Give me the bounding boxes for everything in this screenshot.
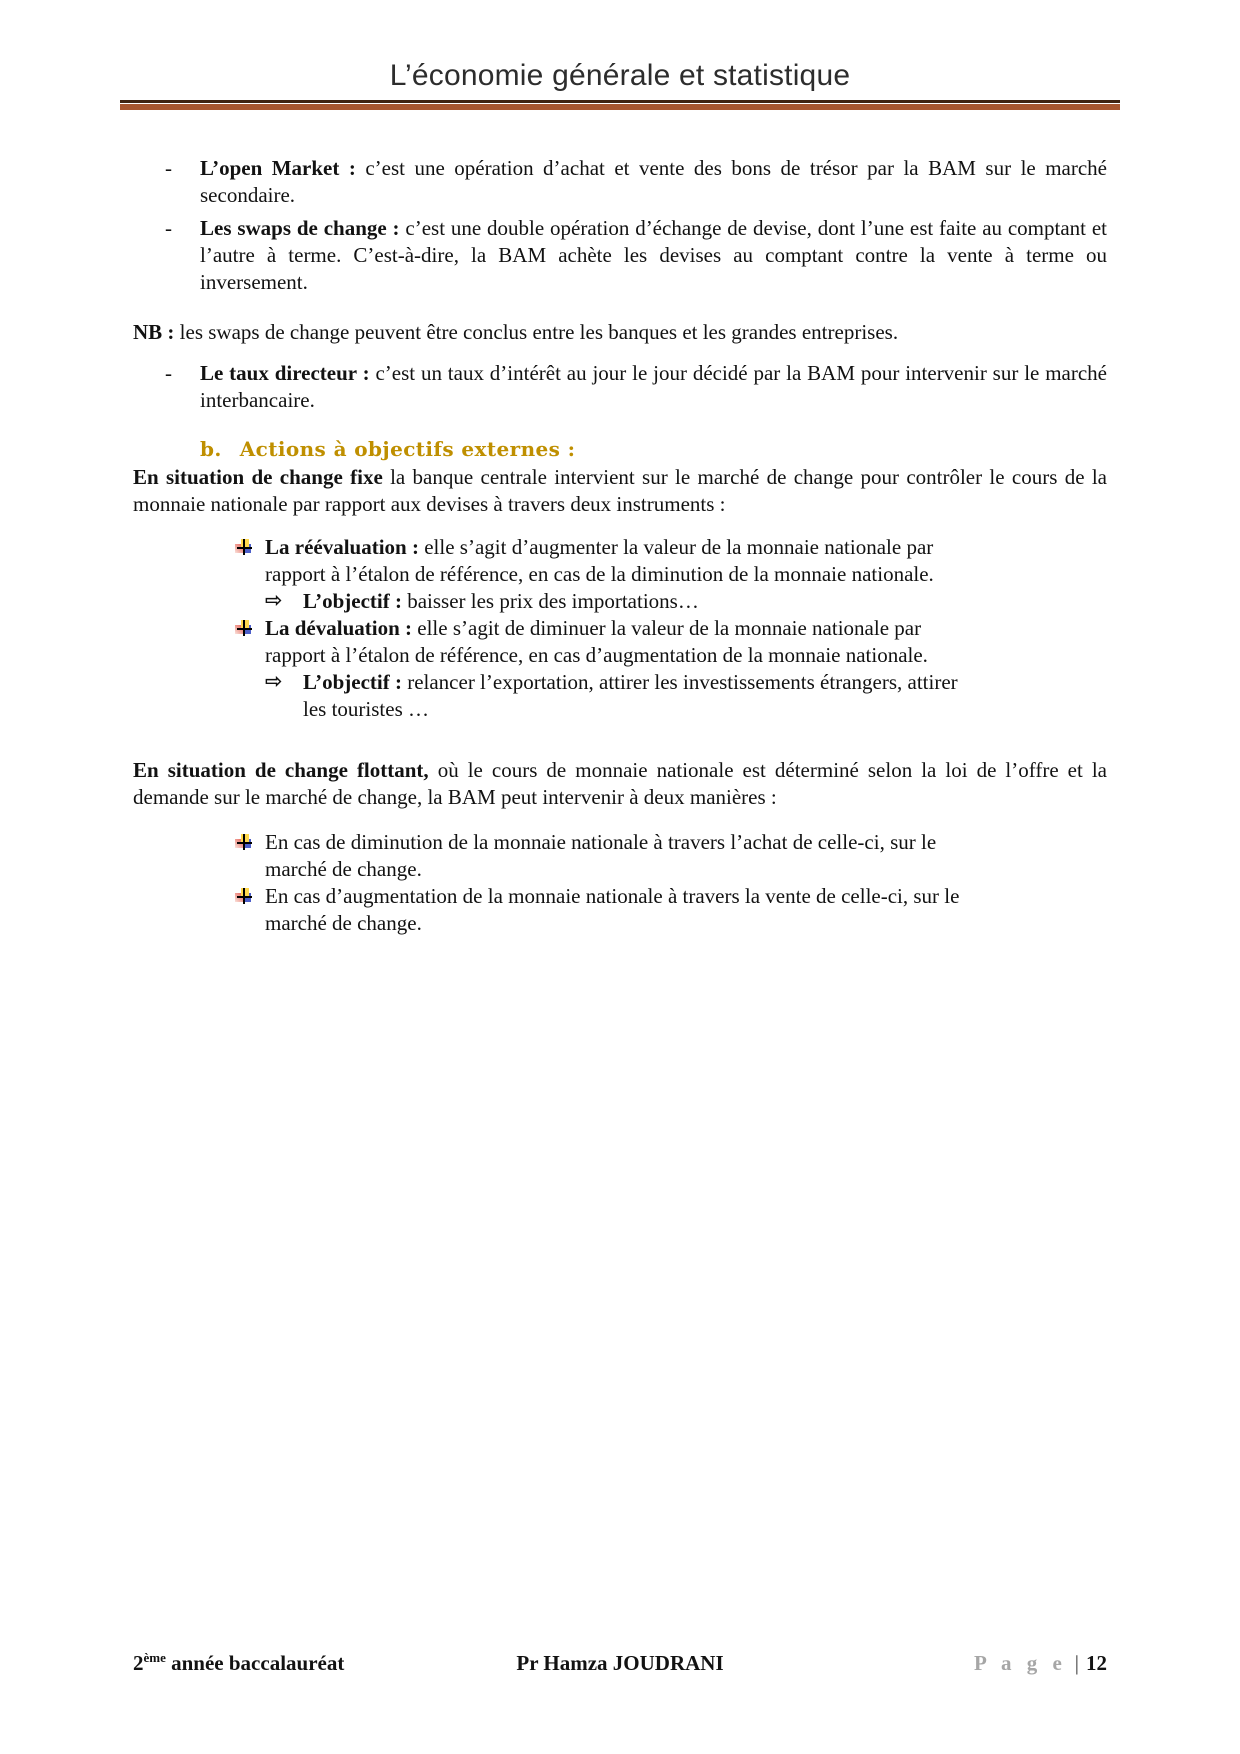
grade-text: année baccalauréat [165,1651,345,1675]
paragraph-text: où le cours de monnaie nationale est déterminé selon la loi de l’offre et la demande sur le marché de change, la BAM peut intervenir à deux manières : [133,758,1108,809]
objective-lead: L’objectif : [303,670,402,694]
item-lead: Le taux directeur : [200,361,370,385]
flag-bullet-icon [235,834,252,850]
item-text: En cas d’augmentation de la monnaie nationale à travers la vente de celle-ci, sur le marché de change. [265,884,960,935]
list-item-taux-directeur [165,360,1108,414]
item-lead: Les swaps de change : [200,216,400,240]
section-heading-b [200,436,1107,462]
grade-number: 2 [133,1651,144,1675]
item-lead: La réévaluation : [265,535,419,559]
paragraph-lead: En situation de change flottant, [133,758,429,782]
page-footer [0,1650,1240,1684]
objective-item [265,588,968,615]
item-text: elle s’agit de diminuer la valeur de la monnaie nationale par rapport à l’étalon de référence, en cas d’augmentation de la monnaie nationale. [265,616,928,667]
item-text: c’est une double opération d’échange de devise, dont l’une est faite au comptant et l’autre à terme. C’est-à-dire, la BAM achète les devises au comptant contre la vente à terme ou inversement. [200,216,1108,294]
item-text: En cas de diminution de la monnaie nationale à travers l’achat de celle-ci, sur le marché de change. [265,830,937,881]
author-name: Pr Hamza JOUDRANI [516,1651,724,1675]
list-item-swaps [165,215,1108,296]
page-title: L’économie générale et statistique [389,59,851,92]
item-text: c’est une opération d’achat et vente des bons de trésor par la BAM sur le marché secondaire. [200,156,1107,207]
section-title: Actions à objectifs externes : [239,437,576,461]
item-lead: L’open Market : [200,156,356,180]
section-number: b. [200,437,222,461]
objective-lead: L’objectif : [303,589,402,613]
paragraph-text: la banque centrale intervient sur le marché de change pour contrôler le cours de la monnaie nationale par rapport aux devises à travers deux instruments : [133,465,1107,516]
page-label: P a g e [974,1651,1067,1675]
flag-cross-horizontal [237,628,252,630]
flag-cross-horizontal [237,896,252,898]
item-text: c’est un taux d’intérêt au jour le jour décidé par la BAM pour intervenir sur le marché interbancaire. [200,361,1108,412]
flag-bullet-icon [235,539,252,555]
nb-text: les swaps de change peuvent être conclus entre les banques et les grandes entreprises. [174,320,899,344]
flag-list-flottant [265,829,968,937]
list-item-open-market [165,155,1107,209]
paragraph-change-fixe [133,464,1107,518]
dash-bullet: - [165,156,172,180]
list-item-augmentation [265,883,968,937]
flag-cross-horizontal [237,547,252,549]
objective-item [265,669,968,723]
objective-text: relancer l’exportation, attirer les investissements étrangers, attirer les touristes … [303,670,958,721]
list-item-diminution [265,829,968,883]
page-number: 12 [1086,1651,1107,1675]
grade-superscript: ème [143,1650,166,1665]
flag-cross-horizontal [237,842,252,844]
paragraph-lead: En situation de change fixe [133,465,383,489]
flag-bullet-icon [235,888,252,904]
nb-note [133,319,1107,346]
page-indicator [974,1650,1107,1677]
flag-bullet-icon [235,620,252,636]
flag-list-fixe [265,534,968,723]
item-text: elle s’agit d’augmenter la valeur de la monnaie nationale par rapport à l’étalon de référence, en cas de la diminution de la monnaie nationale. [265,535,934,586]
list-item-reevaluation [265,534,968,615]
dash-list-2 [165,360,1108,414]
dash-bullet: - [165,216,172,240]
objective-text: baisser les prix des importations… [401,589,699,613]
arrow-right-icon: ⇨ [265,588,283,612]
header-rule [120,100,1120,110]
list-item-devaluation [265,615,968,723]
header-rule-thin-line [120,100,1120,103]
dash-list [165,155,1108,296]
arrow-right-icon: ⇨ [265,669,283,693]
nb-lead: NB : [133,320,175,344]
paragraph-change-flottant [133,757,1107,811]
item-lead: La dévaluation : [265,616,413,640]
dash-bullet: - [165,361,172,385]
grade-label [133,1650,344,1677]
header-rule-thick-line [120,104,1120,110]
page-separator: | [1074,1651,1079,1675]
